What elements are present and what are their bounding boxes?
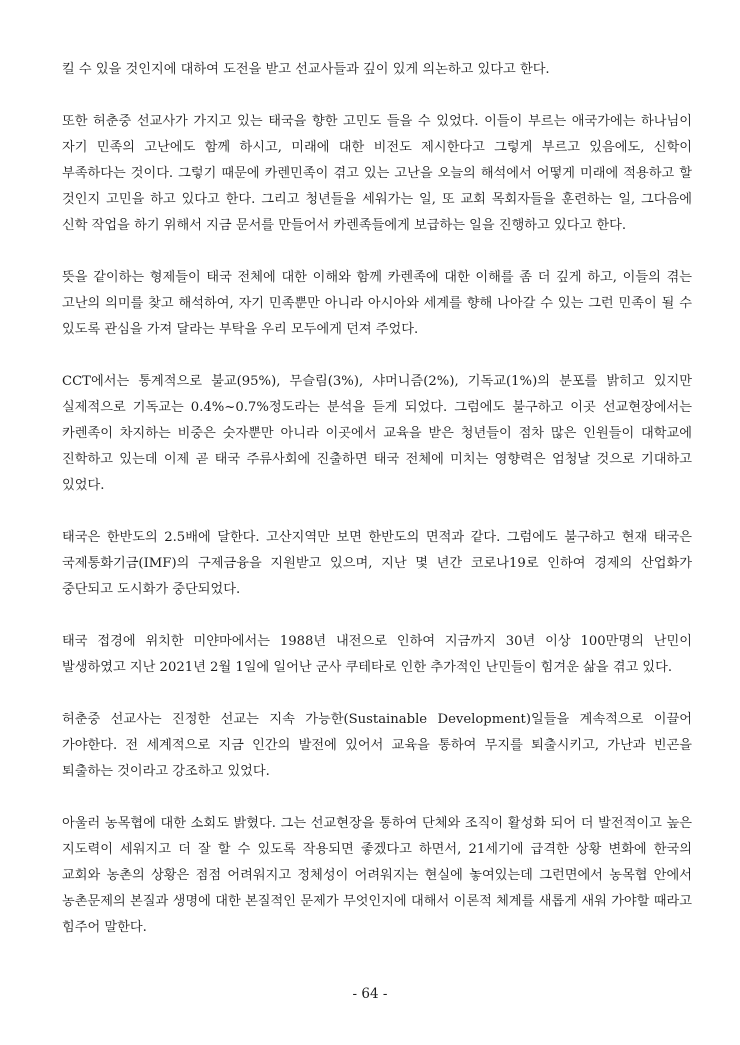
paragraph-2: 또한 허춘중 선교사가 가지고 있는 태국을 향한 고민도 들을 수 있었다. 이들이 부르는 애국가에는 하나님이 자기 민족의 고난에도 함께 하시고, 미래에 대한 비전도 제시한다고 그렇게 부르고 있음에도, 신학이 부족하다는 것이다. 그렇기 때문에 카렌민족이 겪고 있는 고난을 오늘의 해석에서 어떻게 미래에 적용하고 할 것인지 고민을 하고 있다고 한다. 그리고 청년들을 세워가는 일, 또 교회 목회자들을 훈련하는 일, 그다음에 신학 작업을 하기 위해서 지금 문서를 만들어서 카렌족들에게 보급하는 일을 진행하고 있다고 한다. [62, 114, 692, 233]
paragraph-6: 태국 접경에 위치한 미얀마에서는 1988년 내전으로 인하여 지금까지 30년 이상 100만명의 난민이 발생하였고 지난 2021년 2월 1일에 일어난 군사 쿠테타로 인한 추가적인 난민들이 힘겨운 삶을 겪고 있다. [62, 634, 692, 675]
paragraph-7: 허춘중 선교사는 진정한 선교는 지속 가능한(Sustainable Development)일들을 계속적으로 이끌어 가야한다. 전 세계적으로 지금 인간의 발전에 있어서 교육을 통하여 무지를 퇴출시키고, 가난과 빈곤을 퇴출하는 것이라고 강조하고 있었다. [62, 712, 692, 779]
paragraph-8: 아울러 농목협에 대한 소회도 밝혔다. 그는 선교현장을 통하여 단체와 조직이 활성화 되어 더 발전적이고 높은 지도력이 세워지고 더 잘 할 수 있도록 작용되면 좋겠다고 하면서, 21세기에 급격한 상황 변화에 한국의 교회와 농촌의 상황은 점점 어려워지고 정체성이 어려워지는 현실에 놓여있는데 그런면에서 농목협 안에서 농촌문제의 본질과 생명에 대한 본질적인 문제가 무엇인지에 대해서 이론적 체계를 새롭게 새워 가야할 때라고 힘주어 말한다. [62, 816, 692, 935]
paragraph-4: CCT에서는 통계적으로 불교(95%), 무슬림(3%), 샤머니즘(2%), 기독교(1%)의 분포를 밝히고 있지만 실제적으로 기독교는 0.4%~0.7%정도라는 분석을 듣게 되었다. 그럼에도 불구하고 이곳 선교현장에서는 카렌족이 차지하는 비중은 숫자뿐만 아니라 이곳에서 교육을 받은 청년들이 점차 많은 인원들이 대학교에 진학하고 있는데 이제 곧 태국 주류사회에 진출하면 태국 전체에 미치는 영향력은 엄청날 것으로 기대하고 있었다. [62, 374, 692, 493]
page-number: - 64 - [352, 986, 388, 1002]
paragraph-5: 태국은 한반도의 2.5배에 달한다. 고산지역만 보면 한반도의 면적과 같다. 그럼에도 불구하고 현재 태국은 국제통화기금(IMF)의 구제금융을 지원받고 있으며, 지난 몇 년간 코로나19로 인하여 경제의 산업화가 중단되고 도시화가 중단되었다. [62, 530, 692, 597]
body-text [62, 57, 692, 967]
paragraph-1: 킬 수 있을 것인지에 대하여 도전을 받고 선교사들과 깊이 있게 의논하고 있다고 한다. [62, 62, 550, 77]
paragraph-3: 뜻을 같이하는 형제들이 태국 전체에 대한 이해와 함께 카렌족에 대한 이해를 좀 더 깊게 하고, 이들의 겪는 고난의 의미를 찾고 해석하여, 자기 민족뿐만 아니라 아시아와 세계를 향해 나아갈 수 있는 그런 민족이 될 수 있도록 관심을 가져 달라는 부탁을 우리 모두에게 던져 주었다. [62, 270, 692, 337]
